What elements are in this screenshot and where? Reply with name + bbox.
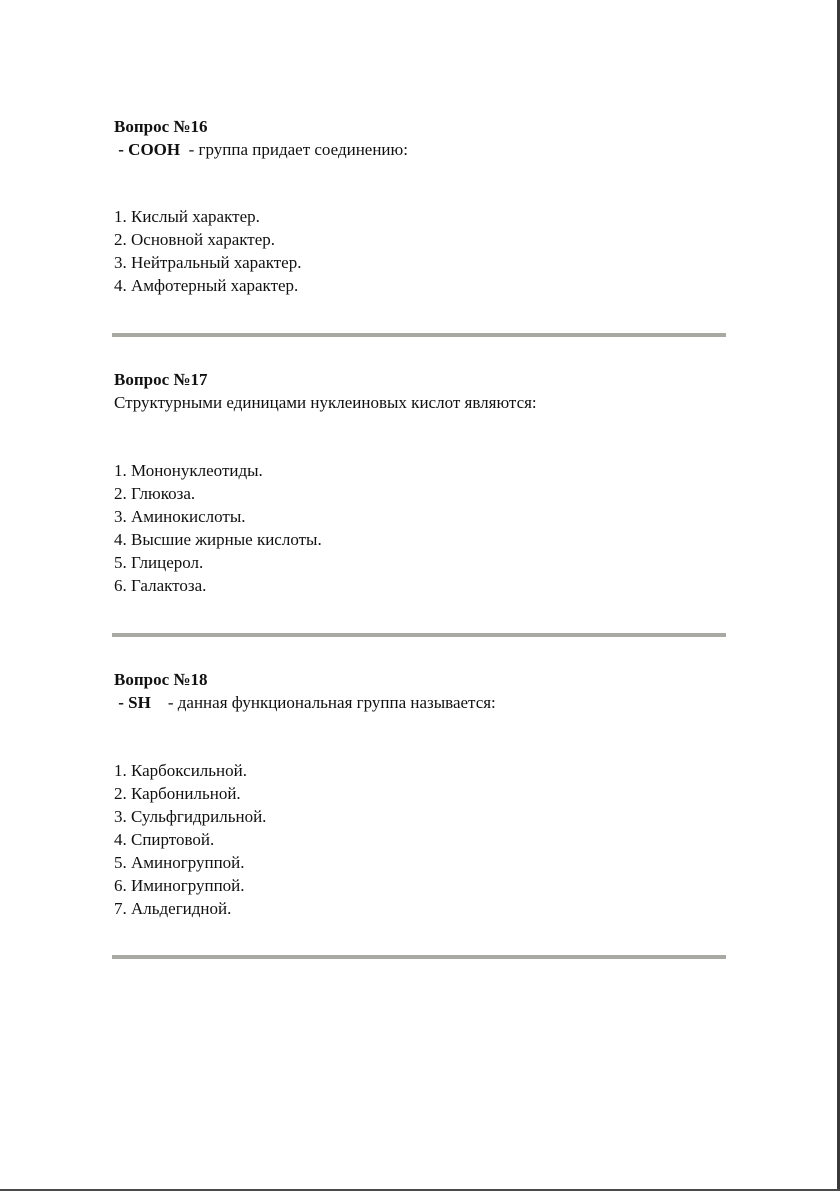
question-title: Вопрос №18: [114, 670, 208, 689]
answer-option: 2. Основной характер.: [114, 230, 276, 249]
answer-option: 2. Карбонильной.: [114, 784, 241, 803]
question-title: Вопрос №16: [114, 117, 208, 136]
answer-option: 4. Спиртовой.: [114, 830, 215, 849]
question-separator: [112, 955, 726, 959]
question-text: [114, 391, 726, 414]
answer-option: 1. Кислый характер.: [114, 207, 260, 226]
answer-option: 3. Аминокислоты.: [114, 507, 246, 526]
question-text-body: - группа придает соединению:: [180, 140, 408, 159]
functional-group-code: - COOH: [114, 140, 181, 159]
answer-options: [114, 459, 726, 597]
answer-option: 6. Иминогруппой.: [114, 876, 245, 895]
question-16: [114, 115, 726, 297]
question-text-body: Структурными единицами нуклеиновых кислот являются:: [114, 393, 537, 412]
question-title: Вопрос №17: [114, 370, 208, 389]
question-17: [114, 368, 726, 597]
functional-group-code: - SH: [114, 693, 151, 712]
question-text-body: - данная функциональная группа называется:: [150, 693, 496, 712]
answer-option: 1. Карбоксильной.: [114, 761, 247, 780]
answer-option: 4. Высшие жирные кислоты.: [114, 530, 322, 549]
question-18: [114, 668, 726, 920]
answer-option: 6. Галактоза.: [114, 576, 207, 595]
answer-option: 4. Амфотерный характер.: [114, 276, 299, 295]
answer-option: 3. Нейтральный характер.: [114, 253, 302, 272]
question-separator: [112, 333, 726, 337]
answer-option: 2. Глюкоза.: [114, 484, 196, 503]
answer-option: 3. Сульфгидрильной.: [114, 807, 267, 826]
answer-options: [114, 205, 726, 297]
answer-option: 7. Альдегидной.: [114, 899, 232, 918]
question-text: [114, 138, 726, 161]
answer-option: 5. Аминогруппой.: [114, 853, 245, 872]
answer-options: [114, 759, 726, 920]
answer-option: 1. Мононуклеотиды.: [114, 461, 263, 480]
question-separator: [112, 633, 726, 637]
question-text: [114, 691, 726, 714]
answer-option: 5. Глицерол.: [114, 553, 204, 572]
